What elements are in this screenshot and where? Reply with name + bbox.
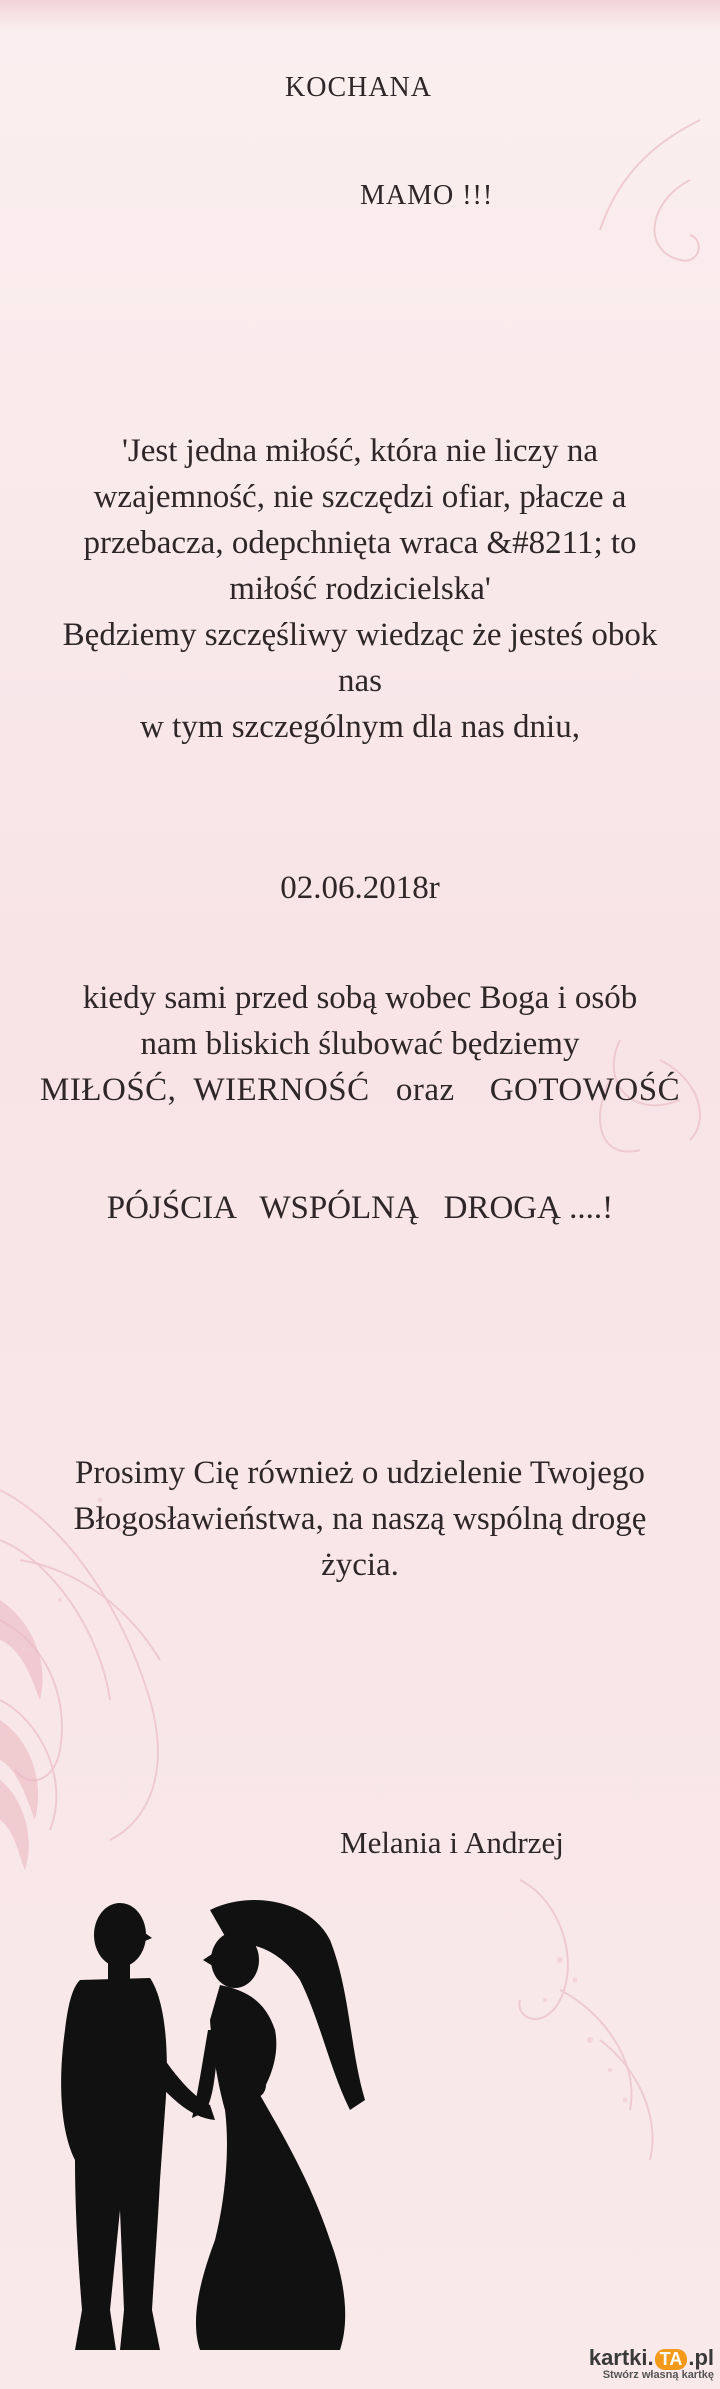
quote-block [40,428,680,750]
logo-tagline: Stwórz własną kartkę [602,2369,714,2381]
vow-block [40,975,680,1113]
logo-badge: TA [655,2349,688,2370]
request-line: życia. [321,1547,399,1583]
quote-line: w tym szczególnym dla nas dniu, [140,709,580,745]
request-block [40,1450,680,1588]
signature: Melania i Andrzej [340,1825,564,1860]
kartki-logo[interactable] [589,2345,714,2381]
logo-prefix: kartki. [588,2345,654,2370]
greeting-line-2: MAMO !!! [360,180,494,211]
request-line: Błogosławieństwa, na naszą wspólną drogę [73,1501,647,1537]
quote-line: miłość rodzicielska' [229,571,491,607]
wedding-date: 02.06.2018r [280,870,440,906]
couple-silhouette-image [20,1880,440,2380]
logo-suffix: .pl [688,2345,714,2370]
quote-line: Będziemy szczęśliwy wiedząc że jesteś obok [62,617,658,653]
quote-line: przebacza, odepchnięta wraca &#8211; to [83,525,637,561]
quote-line: 'Jest jedna miłość, która nie liczy na [121,433,599,469]
vow-line: kiedy sami przed sobą wobec Boga i osób [82,980,638,1016]
path-line: PÓJŚCIA WSPÓLNĄ DROGĄ ....! [106,1190,614,1226]
greeting-line-1: KOCHANA [285,72,432,103]
quote-line: wzajemność, nie szczędzi ofiar, płacze a [93,479,627,515]
vow-line: MIŁOŚĆ, WIERNOŚĆ oraz GOTOWOŚĆ [40,1072,681,1108]
request-line: Prosimy Cię również o udzielenie Twojego [75,1455,645,1491]
vow-line: nam bliskich ślubować będziemy [140,1026,580,1062]
logo-text [589,2345,714,2371]
quote-line: nas [338,663,382,699]
